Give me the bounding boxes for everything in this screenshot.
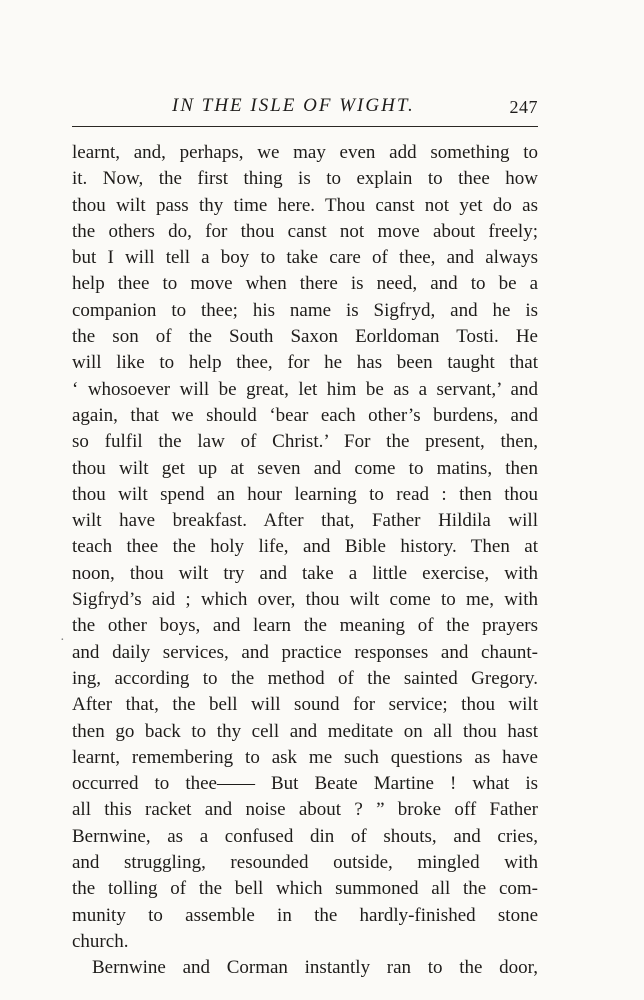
text-line: it. Now, the first thing is to explain to thee how — [72, 168, 538, 190]
text-line: again, that we should ‘bear each other’s burdens, and — [72, 404, 538, 426]
page-number: 247 — [509, 97, 538, 117]
running-title: IN THE ISLE OF WIGHT. — [172, 95, 415, 116]
text-line: all this racket and noise about ? ” broke off Father — [72, 799, 538, 821]
text-line: will like to help thee, for he has been taught that — [72, 352, 538, 374]
text-line: the tolling of the bell which summoned all the com- — [72, 878, 538, 900]
text-line: the son of the South Saxon Eorldoman Tosti. He — [72, 326, 538, 348]
text-line: After that, the bell will sound for service; thou wilt — [72, 694, 538, 716]
text-line: ‘ whosoever will be great, let him be as a servant,’ and — [72, 378, 538, 400]
text-line: companion to thee; his name is Sigfryd, and he is — [72, 299, 538, 321]
text-line: Bernwine, as a confused din of shouts, and cries, — [72, 825, 538, 847]
text-line: and struggling, resounded outside, mingled with — [72, 852, 538, 874]
margin-speck: · — [60, 633, 65, 648]
body-text — [72, 140, 538, 982]
text-line: but I will tell a boy to take care of thee, and always — [72, 247, 538, 269]
header-rule — [72, 126, 538, 127]
text-line: Sigfryd’s aid ; which over, thou wilt come to me, with — [72, 589, 538, 611]
text-line: Bernwine and Corman instantly ran to the door, — [92, 957, 538, 979]
text-line: learnt, and, perhaps, we may even add something to — [72, 142, 538, 163]
running-head — [72, 90, 538, 120]
text-line: thou wilt pass thy time here. Thou canst not yet do as — [72, 194, 538, 216]
text-line: teach thee the holy life, and Bible history. Then at — [72, 536, 538, 558]
text-line: learnt, remembering to ask me such questions as have — [72, 746, 538, 768]
text-line: help thee to move when there is need, and to be a — [72, 273, 538, 295]
text-line: so fulfil the law of Christ.’ For the present, then, — [72, 431, 538, 453]
text-line: thou wilt get up at seven and come to matins, then — [72, 457, 538, 479]
text-line: then go back to thy cell and meditate on all thou hast — [72, 720, 538, 742]
text-line: wilt have breakfast. After that, Father Hildila will — [72, 510, 538, 532]
text-line: church. — [72, 930, 129, 952]
text-line: munity to assemble in the hardly-finished stone — [72, 904, 538, 926]
text-line: ing, according to the method of the sainted Gregory. — [72, 667, 538, 689]
text-line: the other boys, and learn the meaning of the prayers — [72, 615, 538, 637]
text-line: and daily services, and practice responses and chaunt- — [72, 641, 538, 663]
text-line: noon, thou wilt try and take a little exercise, with — [72, 562, 538, 584]
text-line: the others do, for thou canst not move about freely; — [72, 220, 538, 242]
text-line: thou wilt spend an hour learning to read : then thou — [72, 483, 538, 505]
text-line: occurred to thee—— But Beate Martine ! what is — [72, 773, 538, 795]
